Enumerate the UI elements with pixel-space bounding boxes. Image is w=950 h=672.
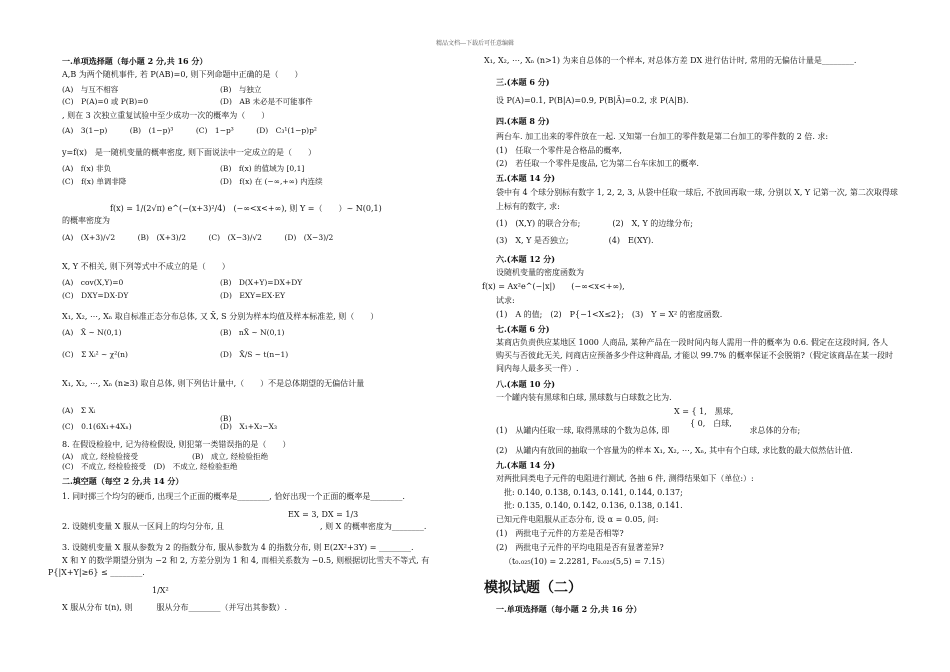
- left-text-line: (C) P(A)=0 或 P(B)=0: [62, 97, 149, 106]
- left-text-line: (B) D(X+Y)=DX+DY: [220, 278, 303, 287]
- left-text-line: 1/X²: [152, 586, 169, 595]
- left-text-line: EX = 3, DX = 1/3: [288, 510, 359, 519]
- left-text-line: (C) 不成立, 经检验接受 (D) 不成立, 经检验拒绝: [62, 462, 238, 471]
- right-text-line: 三.(本题 6 分): [496, 77, 550, 87]
- right-text-line: 四.(本题 8 分): [496, 116, 550, 126]
- left-text-line: (A) X̄ ~ N(0,1): [62, 328, 122, 337]
- left-text-line: (C) f(x) 单调非降: [62, 177, 127, 186]
- page-header: 精品文档---下载后可任意编辑: [435, 40, 515, 47]
- right-text-line: (1) (X,Y) 的联合分布; (2) X, Y 的边缘分布;: [496, 219, 693, 228]
- left-text-line: 3. 设随机变量 X 服从参数为 2 的指数分布, 服从参数为 4 的指数分布, 则 E(2X²+3Y) = ________.: [62, 543, 414, 552]
- right-text-line: 七.(本题 6 分): [496, 324, 550, 334]
- right-text-line: 购买与否彼此无关, 问商店应预备多少件这种商品, 才能以 99.7% 的概率保证不会脱销?（假定该商品在某一段时: [496, 351, 893, 360]
- right-text-line: 设随机变量的密度函数为: [496, 268, 584, 277]
- left-text-line: f(x) = 1/(2√π) e^(−(x+3)²/4) (−∞<x<+∞), 则 Y =（ ）~ N(0,1): [110, 204, 382, 213]
- left-text-line: 的概率密度为: [62, 216, 110, 225]
- right-text-line: 批: 0.140, 0.138, 0.143, 0.141, 0.144, 0.137;: [504, 488, 683, 497]
- right-text-line: 已知元件电阻服从正态分布, 设 α = 0.05, 问:: [496, 515, 659, 524]
- left-text-line: (A) f(x) 非负: [62, 164, 112, 173]
- left-text-line: X 和 Y 的数学期望分别为 −2 和 2, 方差分别为 1 和 4, 而相关系数为 −0.5, 则根据切比雪夫不等式, 有: [62, 556, 430, 565]
- left-text-line: (A) cov(X,Y)=0: [62, 278, 124, 287]
- right-text-line: 袋中有 4 个球分别标有数字 1, 2, 2, 3, 从袋中任取一球后, 不放回再取一球, 分别以 X, Y 记第一次, 第二次取得球: [496, 188, 898, 197]
- left-text-line: 2. 设随机变量 X 服从一区间上的均匀分布, 且 , 则 X 的概率密度为________.: [62, 522, 427, 531]
- right-text-line: 两台车. 加工出来的零件放在一起. 又知第一台加工的零件数是第二台加工的零件数的 2 倍. 求:: [496, 132, 829, 141]
- right-text-line: 八.(本题 10 分): [496, 379, 556, 389]
- right-text-line: 九.(本题 14 分): [496, 460, 556, 470]
- right-text-line: (1) 从罐内任取一球, 取得黑球的个数为总体, 即 求总体的分布;: [496, 426, 801, 435]
- left-text-line: (A) 成立, 经检验接受: [62, 452, 139, 461]
- left-text-line: (A) (X+3)/√2 (B) (X+3)/2 (C) (X−3)/√2 (D) (X−3)/2: [62, 233, 334, 242]
- left-text-line: (B) 成立, 经检验拒绝: [192, 452, 269, 461]
- right-text-line: X₁, X₂, ⋯, Xₙ (n>1) 为来自总体的一个样本, 对总体方差 DX 进行估计时, 常用的无偏估计量是________.: [484, 56, 857, 65]
- right-text-line: 设 P(A)=0.1, P(B|A)=0.9, P(B|Ā)=0.2, 求 P(A|B).: [496, 96, 689, 105]
- right-text-line: (2) 从罐内有放回的抽取一个容量为的样本 X₁, X₂, ⋯, Xₙ, 其中有个白球, 求比数的最大似然估计值.: [496, 446, 853, 455]
- left-text-line: (B) nX̄ ~ N(0,1): [220, 328, 285, 337]
- right-text-line: 某商店负责供应某地区 1000 人商品, 某种产品在一段时间内每人需用一件的概率为 0.6. 假定在这段时间, 各人: [496, 338, 888, 347]
- left-text-line: (B) 与独立: [220, 85, 262, 94]
- left-text-line: X₁, X₂, ⋯, Xₙ (n≥3) 取自总体, 则下列估计量中,（ ）不是总体期望的无偏估计量: [62, 379, 365, 388]
- right-text-line: X = { 1, 黑球,: [674, 407, 734, 416]
- left-text-line: X₁, X₂, ⋯, Xₙ 取自标准正态分布总体, 又 X̄, S 分别为样本均值及样本标准差, 则（ ）: [62, 312, 379, 321]
- right-text-line: f(x) = Ax²e^(−|x|) (−∞<x<+∞),: [482, 282, 625, 291]
- left-text-line: (D) X̄/S ~ t(n−1): [220, 350, 289, 359]
- right-text-line: (1) 任取一个零件是合格品的概率,: [496, 146, 622, 155]
- left-text-line: (D) AB 未必是不可能事件: [220, 97, 313, 106]
- right-text-line: 五.(本题 14 分): [496, 173, 556, 183]
- right-text-line: { 0, 白球,: [674, 419, 732, 428]
- left-text-line: (A) Σ Xᵢ: [62, 406, 96, 415]
- left-text-line: (D) f(x) 在 (−∞,+∞) 内连续: [220, 177, 323, 186]
- right-text-line: 上标有的数字, 求:: [496, 202, 560, 211]
- right-text-line: (1) A 的值; (2) P{−1<X≤2}; (3) Y = X² 的密度函数.: [496, 310, 723, 319]
- left-text-line: 1. 同时掷三个均匀的硬币, 出现三个正面的概率是________, 恰好出现一个正面的概率是________.: [62, 492, 405, 501]
- right-text-line: (3) X, Y 是否独立; (4) E(XY).: [496, 236, 654, 245]
- right-text-line: （t₀.₀₂₅(10) = 2.2281, F₀.₀₂₅(5,5) = 7.15）: [504, 557, 670, 566]
- left-text-line: 二.填空题（每空 2 分,共 14 分）: [62, 476, 184, 486]
- left-text-line: (A) 3(1−p) (B) (1−p)³ (C) 1−p³ (D) C₃¹(1−p)p²: [62, 126, 317, 135]
- left-text-line: P{|X+Y|≥6} ≤ ________.: [48, 568, 145, 577]
- left-text-line: (D) X₁+X₂−X₃: [220, 422, 277, 431]
- right-text-line: 一.单项选择题（每小题 2 分,共 16 分）: [496, 604, 642, 614]
- left-text-line: y=f(x) 是一随机变量的概率密度, 则下面说法中一定成立的是（ ）: [62, 148, 317, 157]
- right-text-line: 批: 0.135, 0.140, 0.142, 0.136, 0.138, 0.141.: [504, 501, 683, 510]
- left-text-line: X 服从分布 t(n), 则 服从分布________（并写出其参数）.: [62, 603, 288, 612]
- left-text-line: (C) 0.1(6X₁+4Xₙ): [62, 422, 132, 431]
- left-text-line: (B) f(x) 的值域为 [0,1]: [220, 164, 305, 173]
- right-text-line: 六.(本题 12 分): [496, 254, 556, 264]
- left-text-line: 一.单项选择题（每小题 2 分,共 16 分）: [62, 56, 208, 66]
- left-text-line: (C) DXY=DX·DY: [62, 291, 129, 300]
- left-text-line: (D) EXY=EX·EY: [220, 291, 286, 300]
- left-text-line: A,B 为两个随机事件, 若 P(AB)=0, 则下列命题中正确的是（ ）: [62, 70, 303, 79]
- left-text-line: X, Y 不相关, 则下列等式中不成立的是（ ）: [62, 262, 230, 271]
- right-text-line: (2) 两批电子元件的平均电阻是否有显著差异?: [496, 543, 664, 552]
- left-text-line: (C) Σ Xᵢ² ~ χ²(n): [62, 350, 128, 359]
- right-text-line: 间内每人最多买一件）.: [496, 364, 579, 373]
- right-text-line: (1) 两批电子元件的方差是否相等?: [496, 529, 624, 538]
- right-text-line: 试求:: [496, 296, 515, 305]
- left-text-line: , 则在 3 次独立重复试验中至少成功一次的概率为（ ）: [62, 111, 270, 120]
- right-text-line: 模拟试题（二）: [484, 580, 582, 596]
- right-text-line: (2) 若任取一个零件是废品, 它为第二台车床加工的概率.: [496, 159, 699, 168]
- right-text-line: 对两批同类电子元件的电阻进行测试, 各抽 6 件, 测得结果如下（单位:）:: [496, 474, 754, 483]
- left-text-line: (B): [220, 414, 232, 423]
- right-text-line: 一个罐内装有黑球和白球, 黑球数与白球数之比为.: [496, 393, 672, 402]
- left-text-line: (A) 与互不相容: [62, 85, 119, 94]
- left-text-line: 8. 在假设检验中, 记为待检假设, 则犯第一类错误指的是（ ）: [62, 440, 291, 449]
